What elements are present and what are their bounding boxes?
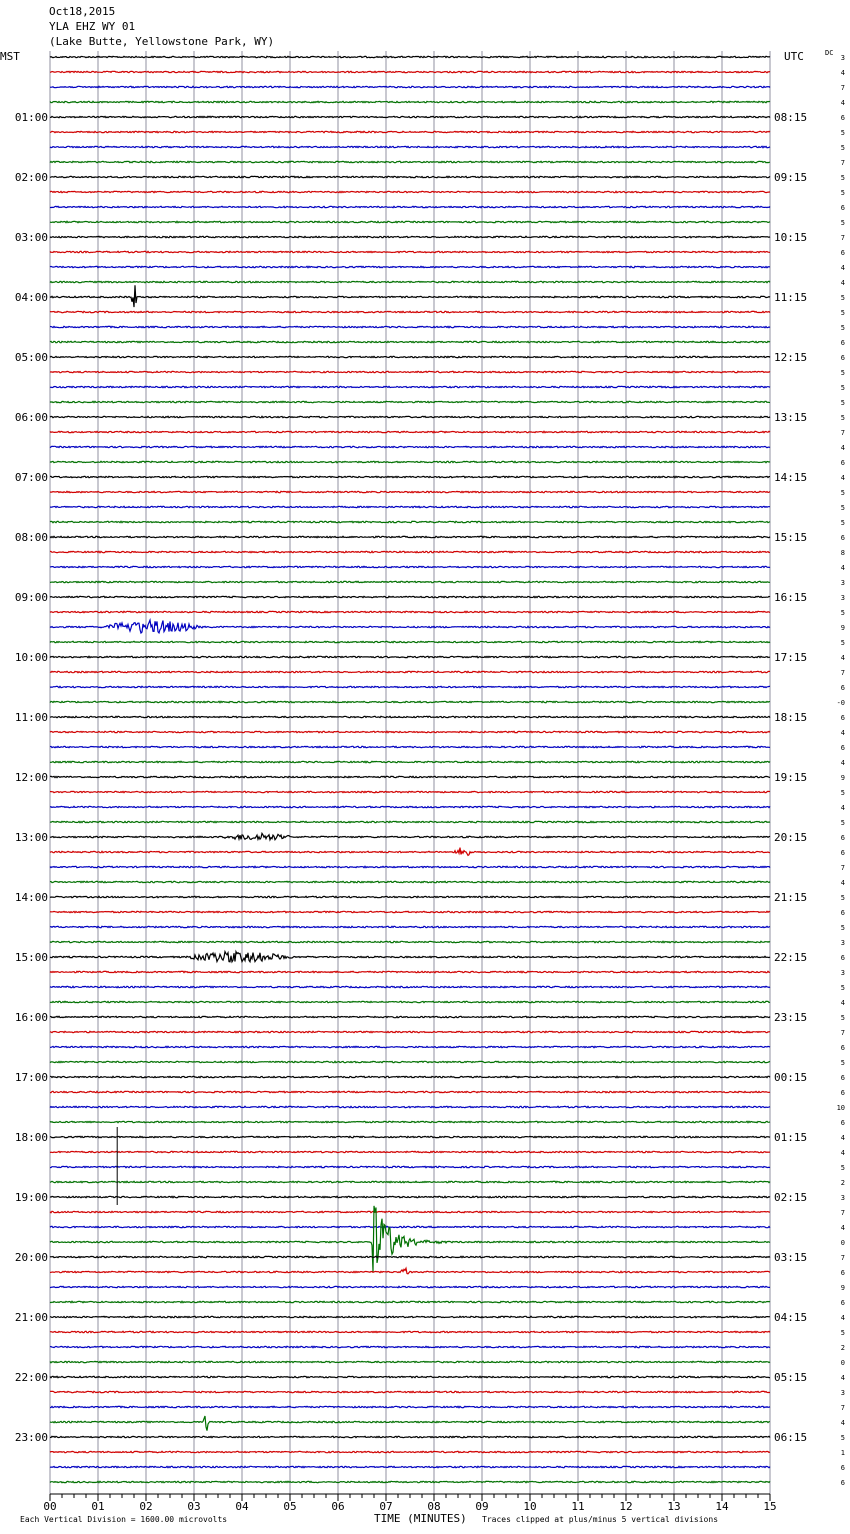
- dc-offset-label: 6: [840, 354, 845, 362]
- trace-line: [50, 1196, 770, 1197]
- trace-line: [50, 1136, 770, 1137]
- mst-hour-label: 21:00: [14, 1311, 48, 1324]
- trace-line: [50, 761, 770, 762]
- dc-offset-label: 5: [840, 369, 845, 377]
- trace-line: [50, 101, 770, 102]
- dc-offset-label: 7: [840, 429, 845, 437]
- dc-offset-label: 4: [840, 1314, 845, 1322]
- dc-offset-label: 5: [840, 639, 845, 647]
- trace-line: [50, 566, 770, 567]
- dc-offset-label: 4: [840, 999, 845, 1007]
- trace-line: [50, 461, 770, 462]
- trace-line: [50, 1016, 770, 1017]
- dc-offset-label: 5: [840, 174, 845, 182]
- dc-offset-label: 5: [840, 324, 845, 332]
- dc-offset-label: 4: [840, 264, 845, 272]
- trace-line: [50, 1001, 770, 1002]
- trace-line: [50, 356, 770, 357]
- clip-note: Traces clipped at plus/minus 5 vertical divisions: [482, 1515, 719, 1524]
- trace-line: [50, 1316, 770, 1317]
- mst-hour-label: 11:00: [14, 711, 48, 724]
- trace-line: [50, 701, 770, 702]
- utc-hour-label: 15:15: [774, 531, 808, 544]
- dc-offset-label: 4: [840, 804, 845, 812]
- mst-hour-label: 16:00: [14, 1011, 48, 1024]
- trace-line: [50, 176, 770, 177]
- dc-offset-label: 2: [840, 1344, 845, 1352]
- mst-hour-label: 15:00: [14, 951, 48, 964]
- trace-line: [50, 341, 770, 342]
- trace-line: [50, 1121, 770, 1122]
- trace-line: [50, 821, 770, 822]
- dc-offset-label: 7: [840, 669, 845, 677]
- trace-line: [50, 896, 770, 897]
- trace-line: [50, 806, 770, 807]
- mst-hour-label: 01:00: [14, 111, 48, 124]
- dc-offset-label: 4: [840, 69, 845, 77]
- dc-offset-label: 4: [840, 1224, 845, 1232]
- dc-offset-label: 7: [840, 1254, 845, 1262]
- dc-offset-label: 4: [840, 564, 845, 572]
- trace-line: [50, 206, 770, 207]
- trace-line: [50, 746, 770, 747]
- dc-offset-label: 7: [840, 234, 845, 242]
- dc-offset-label: 5: [840, 984, 845, 992]
- mst-hour-label: 13:00: [14, 831, 48, 844]
- trace-line: [50, 791, 770, 792]
- dc-offset-label: 5: [840, 399, 845, 407]
- trace-line: [50, 371, 770, 372]
- trace-line: [50, 1226, 770, 1227]
- dc-offset-label: 6: [840, 684, 845, 692]
- dc-offset-label: 5: [840, 1059, 845, 1067]
- dc-offset-label: 5: [840, 789, 845, 797]
- trace-line: [50, 1406, 770, 1407]
- dc-offset-label: 7: [840, 1029, 845, 1037]
- utc-hour-label: 12:15: [774, 351, 808, 364]
- dc-offset-label: 5: [840, 384, 845, 392]
- utc-hour-label: 09:15: [774, 171, 808, 184]
- dc-offset-label: 5: [840, 1014, 845, 1022]
- trace-line: [50, 446, 770, 447]
- trace-line: [50, 926, 770, 927]
- dc-offset-label: 9: [840, 624, 845, 632]
- dc-offset-label: 0: [840, 1359, 845, 1367]
- dc-offset-label: 6: [840, 1119, 845, 1127]
- dc-offset-label: 1: [840, 1449, 845, 1457]
- dc-offset-label: 3: [840, 1194, 845, 1202]
- trace-line: [50, 686, 770, 687]
- trace-line: [50, 1166, 770, 1167]
- dc-offset-label: 7: [840, 159, 845, 167]
- dc-offset-label: 4: [840, 279, 845, 287]
- dc-offset-label: 2: [840, 1179, 845, 1187]
- trace-line: [50, 431, 770, 432]
- x-tick-label: 05: [283, 1500, 297, 1513]
- dc-offset-label: 0: [840, 1239, 845, 1247]
- trace-line: [50, 952, 770, 962]
- utc-hour-label: 02:15: [774, 1191, 808, 1204]
- trace-line: [50, 506, 770, 507]
- dc-offset-label: 6: [840, 1479, 845, 1487]
- dc-offset-label: 10: [836, 1104, 845, 1112]
- trace-line: [50, 1436, 770, 1437]
- trace-line: [50, 251, 770, 252]
- mst-hour-label: 10:00: [14, 651, 48, 664]
- trace-line: [50, 1466, 770, 1467]
- dc-offset-label: 8: [840, 549, 845, 557]
- trace-line: [50, 221, 770, 222]
- x-tick-label: 10: [523, 1500, 537, 1513]
- dc-offset-label: 3: [840, 54, 845, 62]
- dc-offset-label: 5: [840, 144, 845, 152]
- trace-line: [50, 596, 770, 597]
- mst-hour-label: 09:00: [14, 591, 48, 604]
- x-tick-label: 09: [475, 1500, 489, 1513]
- dc-offset-label: 5: [840, 129, 845, 137]
- utc-hour-label: 18:15: [774, 711, 808, 724]
- dc-offset-label: 5: [840, 309, 845, 317]
- dc-offset-label: -0: [836, 699, 845, 707]
- dc-offset-label: 4: [840, 474, 845, 482]
- utc-hour-label: 21:15: [774, 891, 808, 904]
- trace-line: [50, 620, 770, 633]
- x-tick-label: 00: [43, 1500, 57, 1513]
- x-tick-label: 15: [763, 1500, 777, 1513]
- dc-offset-label: 6: [840, 114, 845, 122]
- utc-hour-label: 00:15: [774, 1071, 808, 1084]
- dc-label: DC: [825, 49, 834, 57]
- x-tick-label: 02: [139, 1500, 153, 1513]
- x-tick-label: 03: [187, 1500, 201, 1513]
- trace-line: [50, 1361, 770, 1362]
- dc-offset-label: 6: [840, 1464, 845, 1472]
- dc-offset-label: 6: [840, 714, 845, 722]
- mst-hour-label: 19:00: [14, 1191, 48, 1204]
- mst-hour-label: 12:00: [14, 771, 48, 784]
- trace-line: [50, 1376, 770, 1377]
- dc-offset-label: 4: [840, 729, 845, 737]
- trace-line: [50, 285, 770, 307]
- utc-hour-label: 10:15: [774, 231, 808, 244]
- header-date: Oct18,2015: [49, 5, 116, 18]
- trace-line: [50, 1211, 770, 1212]
- dc-offset-label: 6: [840, 1299, 845, 1307]
- trace-line: [50, 191, 770, 192]
- dc-offset-label: 6: [840, 1044, 845, 1052]
- dc-offset-label: 9: [840, 774, 845, 782]
- scale-note: Each Vertical Division = 1600.00 microvolts: [20, 1515, 228, 1524]
- trace-line: [50, 56, 770, 57]
- trace-line: [50, 1286, 770, 1287]
- mst-hour-label: 14:00: [14, 891, 48, 904]
- trace-line: [50, 671, 770, 672]
- utc-hour-label: 17:15: [774, 651, 808, 664]
- right-axis-label: UTC: [784, 50, 804, 63]
- dc-offset-label: 5: [840, 414, 845, 422]
- dc-offset-label: 4: [840, 1134, 845, 1142]
- dc-offset-label: 9: [840, 1284, 845, 1292]
- mst-hour-label: 07:00: [14, 471, 48, 484]
- utc-hour-label: 05:15: [774, 1371, 808, 1384]
- utc-hour-label: 01:15: [774, 1131, 808, 1144]
- trace-line: [50, 1046, 770, 1047]
- dc-offset-label: 6: [840, 1074, 845, 1082]
- dc-offset-label: 6: [840, 534, 845, 542]
- trace-line: [50, 1268, 770, 1274]
- utc-hour-label: 08:15: [774, 111, 808, 124]
- dc-offset-label: 5: [840, 819, 845, 827]
- left-axis-label: MST: [0, 50, 20, 63]
- dc-offset-label: 6: [840, 909, 845, 917]
- trace-line: [50, 731, 770, 732]
- dc-offset-label: 6: [840, 834, 845, 842]
- mst-hour-label: 23:00: [14, 1431, 48, 1444]
- dc-offset-label: 4: [840, 879, 845, 887]
- x-tick-label: 06: [331, 1500, 345, 1513]
- trace-line: [50, 401, 770, 402]
- trace-line: [50, 986, 770, 987]
- x-tick-label: 01: [91, 1500, 105, 1513]
- trace-line: [50, 236, 770, 237]
- dc-offset-label: 5: [840, 519, 845, 527]
- trace-line: [50, 1346, 770, 1347]
- trace-line: [50, 611, 770, 612]
- dc-offset-label: 7: [840, 864, 845, 872]
- trace-line: [50, 1301, 770, 1302]
- dc-offset-label: 7: [840, 1404, 845, 1412]
- trace-line: [50, 866, 770, 867]
- utc-hour-label: 16:15: [774, 591, 808, 604]
- trace-line: [50, 491, 770, 492]
- dc-offset-label: 6: [840, 339, 845, 347]
- trace-line: [50, 911, 770, 912]
- header-station: YLA EHZ WY 01: [49, 20, 136, 33]
- trace-line: [50, 1256, 770, 1257]
- trace-line: [50, 1451, 770, 1452]
- utc-hour-label: 03:15: [774, 1251, 808, 1264]
- dc-offset-label: 6: [840, 954, 845, 962]
- dc-offset-label: 5: [840, 1164, 845, 1172]
- utc-hour-label: 20:15: [774, 831, 808, 844]
- mst-hour-label: 22:00: [14, 1371, 48, 1384]
- dc-offset-label: 4: [840, 1374, 845, 1382]
- mst-hour-label: 08:00: [14, 531, 48, 544]
- trace-line: [50, 551, 770, 552]
- x-axis-title: TIME (MINUTES): [374, 1512, 467, 1525]
- trace-line: [50, 416, 770, 417]
- mst-hour-label: 05:00: [14, 351, 48, 364]
- trace-line: [50, 476, 770, 477]
- mst-hour-label: 02:00: [14, 171, 48, 184]
- trace-line: [50, 161, 770, 162]
- trace-line: [50, 326, 770, 327]
- x-tick-label: 08: [427, 1500, 441, 1513]
- trace-line: [50, 848, 770, 856]
- trace-line: [50, 581, 770, 582]
- x-tick-label: 12: [619, 1500, 633, 1513]
- mst-hour-label: 20:00: [14, 1251, 48, 1264]
- trace-line: [50, 833, 770, 839]
- dc-offset-label: 5: [840, 1329, 845, 1337]
- trace-line: [50, 1391, 770, 1392]
- utc-hour-label: 14:15: [774, 471, 808, 484]
- trace-line: [50, 1031, 770, 1032]
- dc-offset-label: 4: [840, 654, 845, 662]
- dc-offset-label: 5: [840, 924, 845, 932]
- dc-offset-label: 5: [840, 294, 845, 302]
- dc-offset-label: 3: [840, 594, 845, 602]
- dc-offset-label: 6: [840, 204, 845, 212]
- x-tick-label: 11: [571, 1500, 585, 1513]
- trace-line: [50, 1061, 770, 1062]
- mst-hour-label: 17:00: [14, 1071, 48, 1084]
- dc-offset-label: 3: [840, 1389, 845, 1397]
- trace-line: [50, 1331, 770, 1332]
- trace-line: [50, 281, 770, 282]
- dc-offset-label: 5: [840, 609, 845, 617]
- trace-line: [50, 71, 770, 72]
- trace-line: [50, 881, 770, 882]
- trace-line: [50, 146, 770, 147]
- x-tick-label: 04: [235, 1500, 249, 1513]
- utc-hour-label: 11:15: [774, 291, 808, 304]
- dc-offset-label: 6: [840, 849, 845, 857]
- dc-offset-label: 4: [840, 1419, 845, 1427]
- mst-hour-label: 03:00: [14, 231, 48, 244]
- x-tick-label: 14: [715, 1500, 729, 1513]
- dc-offset-label: 6: [840, 459, 845, 467]
- dc-offset-label: 6: [840, 249, 845, 257]
- utc-hour-label: 06:15: [774, 1431, 808, 1444]
- dc-offset-label: 7: [840, 84, 845, 92]
- trace-line: [50, 86, 770, 87]
- utc-hour-label: 19:15: [774, 771, 808, 784]
- trace-line: [50, 521, 770, 522]
- trace-line: [50, 1091, 770, 1092]
- dc-offset-label: 6: [840, 1269, 845, 1277]
- trace-line: [50, 311, 770, 312]
- dc-offset-label: 5: [840, 894, 845, 902]
- dc-offset-label: 5: [840, 1434, 845, 1442]
- trace-line: [50, 716, 770, 717]
- trace-line: [50, 1106, 770, 1107]
- dc-offset-label: 5: [840, 219, 845, 227]
- trace-line: [50, 536, 770, 537]
- trace-line: [50, 386, 770, 387]
- utc-hour-label: 22:15: [774, 951, 808, 964]
- utc-hour-label: 13:15: [774, 411, 808, 424]
- trace-line: [50, 941, 770, 942]
- mst-hour-label: 06:00: [14, 411, 48, 424]
- trace-line: [50, 971, 770, 972]
- trace-line: [50, 641, 770, 642]
- dc-offset-label: 6: [840, 744, 845, 752]
- trace-line: [50, 1181, 770, 1182]
- trace-line: [50, 776, 770, 777]
- x-tick-label: 07: [379, 1500, 393, 1513]
- mst-hour-label: 04:00: [14, 291, 48, 304]
- utc-hour-label: 04:15: [774, 1311, 808, 1324]
- dc-offset-label: 3: [840, 939, 845, 947]
- trace-line: [50, 116, 770, 117]
- dc-offset-label: 3: [840, 969, 845, 977]
- dc-offset-label: 4: [840, 759, 845, 767]
- dc-offset-label: 5: [840, 489, 845, 497]
- header-location: (Lake Butte, Yellowstone Park, WY): [49, 35, 275, 48]
- trace-line: [50, 266, 770, 267]
- trace-line: [50, 1076, 770, 1077]
- dc-offset-label: 5: [840, 189, 845, 197]
- trace-line: [50, 656, 770, 657]
- x-tick-label: 13: [667, 1500, 681, 1513]
- dc-offset-label: 4: [840, 1149, 845, 1157]
- dc-offset-label: 7: [840, 1209, 845, 1217]
- dc-offset-label: 4: [840, 444, 845, 452]
- dc-offset-label: 5: [840, 504, 845, 512]
- dc-offset-label: 3: [840, 579, 845, 587]
- trace-line: [50, 1416, 770, 1431]
- dc-offset-label: 6: [840, 1089, 845, 1097]
- dc-offset-label: 4: [840, 99, 845, 107]
- trace-line: [50, 1481, 770, 1482]
- trace-line: [50, 1151, 770, 1152]
- trace-line: [50, 131, 770, 132]
- utc-hour-label: 23:15: [774, 1011, 808, 1024]
- trace-line: [50, 1206, 770, 1272]
- mst-hour-label: 18:00: [14, 1131, 48, 1144]
